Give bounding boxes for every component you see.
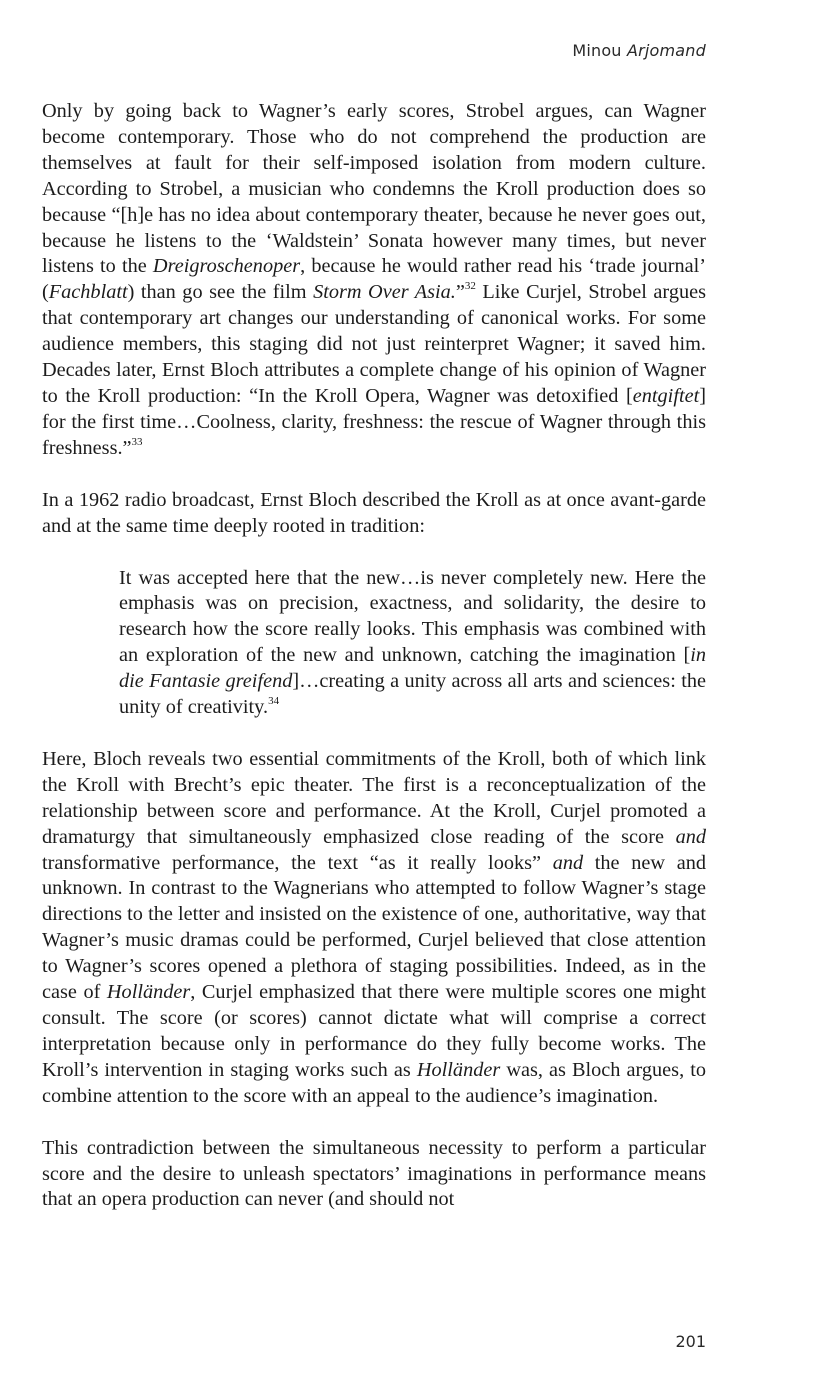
p3-emph-and-2: and (552, 851, 584, 874)
p3-text-a: Here, Bloch reveals two essential commitments of the Kroll, both of which link the Kroll with Brecht’s epic theater. The first is a reconceptualization of the relationship between score and performance. At the Kroll, Curjel promoted a dramaturgy that simultaneously emphasized close reading of the score (42, 747, 706, 848)
paragraph-3 (42, 747, 706, 1110)
p3-text-d: , Curjel emphasized that there were multiple scores one might consult. The score (or scores) cannot dictate what will comprise a correct interpretation because only in performance do they fully become works. The Kroll’s intervention in staging works such as (42, 981, 706, 1081)
paragraph-1 (42, 99, 706, 462)
block-quote (119, 566, 706, 721)
p1-text-c: ) than go see the film (127, 281, 314, 304)
p3-title-hollander-1: Holländer (106, 981, 191, 1004)
paragraph-2: In a 1962 radio broadcast, Ernst Bloch described the Kroll as at once avant-garde and at the same time deeply rooted in tradition: (42, 488, 706, 537)
header-author-last: Arjomand (626, 41, 706, 60)
quote-text-b: ]…creating a unity across all arts and sciences: the unity of creativity. (119, 670, 706, 719)
quote-term-fantasie: in die Fantasie greifend (119, 644, 706, 693)
page-number: 201 (675, 1332, 706, 1351)
p1-text-b: , because he would rather read his ‘trade journal’ ( (42, 255, 706, 304)
p3-emph-and-1: and (675, 825, 706, 848)
footnote-ref-34: 34 (268, 695, 280, 708)
p1-text-f: ] for the first time…Coolness, clarity, freshness: the rescue of Wagner through this freshness.” (42, 384, 706, 459)
p3-title-hollander-2: Holländer (416, 1058, 501, 1081)
p1-term-entgiftet: entgiftet (632, 384, 700, 407)
paragraph-4: This contradiction between the simultaneous necessity to perform a particular score and the desire to unleash spectators’ imaginations in performance means that an opera production can never (and should not (42, 1136, 706, 1211)
p1-term-fachblatt: Fachblatt (48, 281, 128, 304)
p1-text-d: ” (455, 281, 465, 304)
body-text (42, 99, 706, 1213)
quote-text-a: It was accepted here that the new…is never completely new. Here the emphasis was on precision, exactness, and solidarity, the desire to research how the score really looks. This emphasis was combined with an exploration of the new and unknown, catching the imagination [ (119, 566, 706, 667)
p1-text-e: Like Curjel, Strobel argues that contemporary art changes our understanding of canonical works. For some audience members, this staging did not just reinterpret Wagner; it saved him. Decades later, Ernst Bloch attributes a complete change of his opinion of Wagner to the Kroll production: “In the Kroll Opera, Wagner was detoxified [ (42, 281, 706, 407)
footnote-ref-32: 32 (464, 280, 476, 293)
p3-text-e: was, as Bloch argues, to combine attention to the score with an appeal to the audience’s imagination. (42, 1058, 706, 1107)
p1-text-a: Only by going back to Wagner’s early scores, Strobel argues, can Wagner become contemporary. Those who do not comprehend the production are themselves at fault for their self-imposed isolation from modern culture. According to Strobel, a musician who condemns the Kroll production does so because “[h]e has no idea about contemporary theater, because he never goes out, because he listens to the ‘Waldstein’ Sonata however many times, but never listens to the (42, 100, 706, 278)
p3-text-b: transformative performance, the text “as it really looks” (42, 851, 553, 874)
header-author-first: Minou (572, 41, 622, 60)
p3-text-c: the new and unknown. In contrast to the Wagnerians who attempted to follow Wagner’s stage directions to the letter and insisted on the existence of one, authoritative, way that Wagner’s music dramas could be performed, Curjel believed that close attention to Wagner’s scores opened a plethora of staging possibilities. Indeed, as in the case of (42, 851, 706, 1004)
footnote-ref-33: 33 (131, 435, 143, 448)
p1-title-dreigroschenoper: Dreigroschenoper (152, 255, 301, 278)
running-header (572, 41, 706, 60)
p1-title-storm-over-asia: Storm Over Asia. (313, 281, 456, 304)
